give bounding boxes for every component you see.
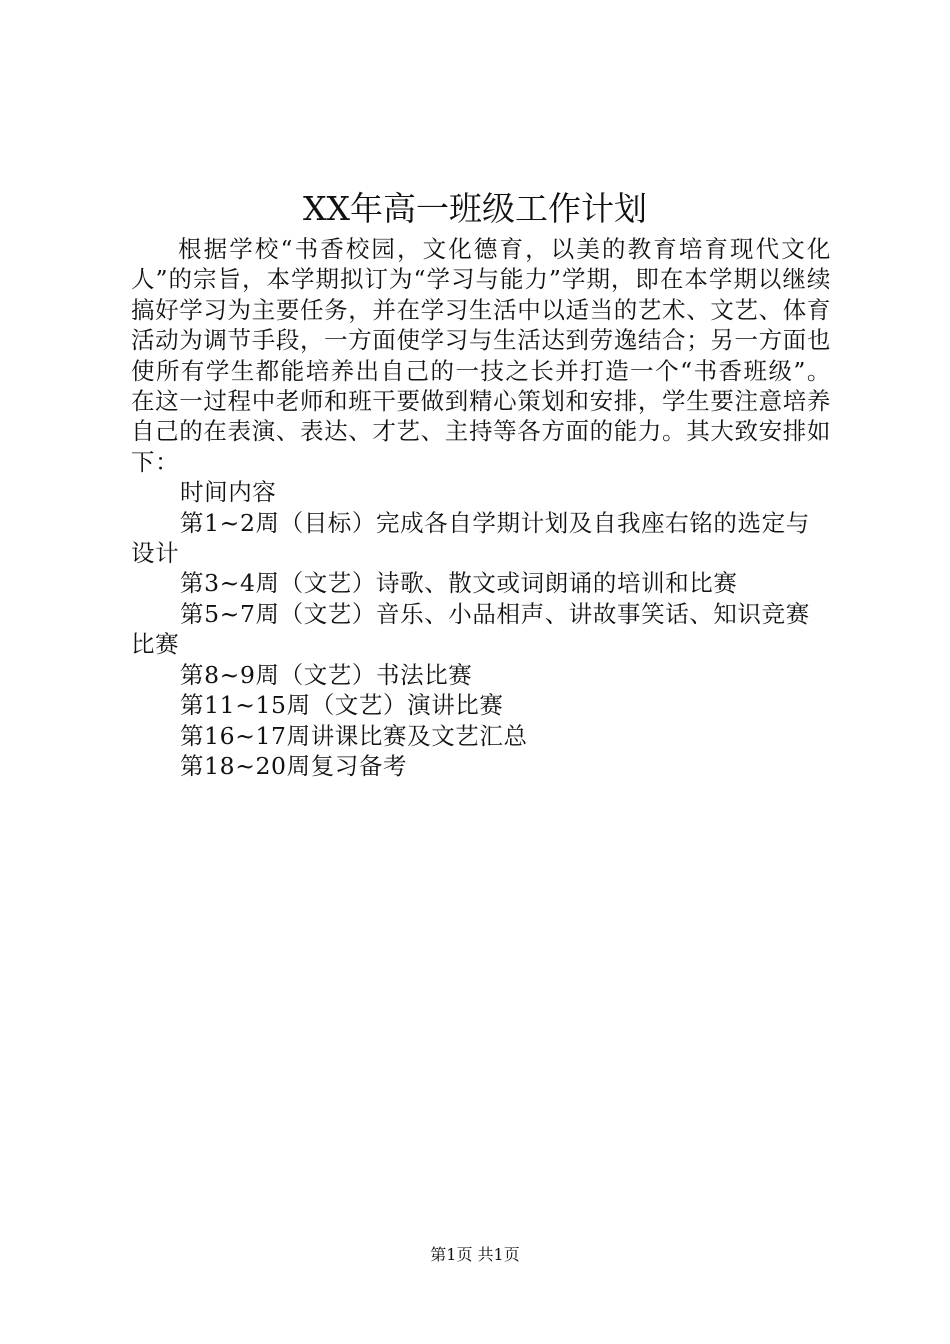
schedule-header: 时间内容: [180, 478, 277, 507]
schedule-item: 第3~4周（文艺）诗歌、散文或词朗诵的培训和比赛: [180, 569, 738, 598]
schedule-item: 第5~7周（文艺）音乐、小品相声、讲故事笑话、知识竞赛比赛: [131, 599, 810, 659]
document-body: [131, 234, 831, 781]
intro-paragraph: 根据学校“书香校园，文化德育，以美的教育培育现代文化人”的宗旨，本学期拟订为“学习与能力”学期，即在本学期以继续搞好学习为主要任务，并在学习生活中以适当的艺术、文艺、体育活动为调节手段，一方面使学习与生活达到劳逸结合；另一方面也使所有学生都能培养出自己的一技之长并打造一个“书香班级”。在这一过程中老师和班干要做到精心策划和安排，学生要注意培养自己的在表演、表达、才艺、主持等各方面的能力。其大致安排如下：: [131, 235, 831, 476]
page-footer: [0, 1244, 950, 1266]
page-total: 共1页: [477, 1245, 520, 1264]
schedule-item: 第1~2周（目标）完成各自学期计划及自我座右铭的选定与设计: [131, 508, 810, 568]
schedule-item: 第16~17周讲课比赛及文艺汇总: [180, 721, 528, 750]
schedule-item: 第18~20周复习备考: [180, 751, 408, 780]
schedule-item: 第11~15周（文艺）演讲比赛: [180, 691, 504, 720]
page-number: 第1页: [430, 1245, 473, 1264]
document-title: XX年高一班级工作计划: [303, 189, 647, 228]
schedule-item: 第8~9周（文艺）书法比赛: [180, 660, 473, 689]
